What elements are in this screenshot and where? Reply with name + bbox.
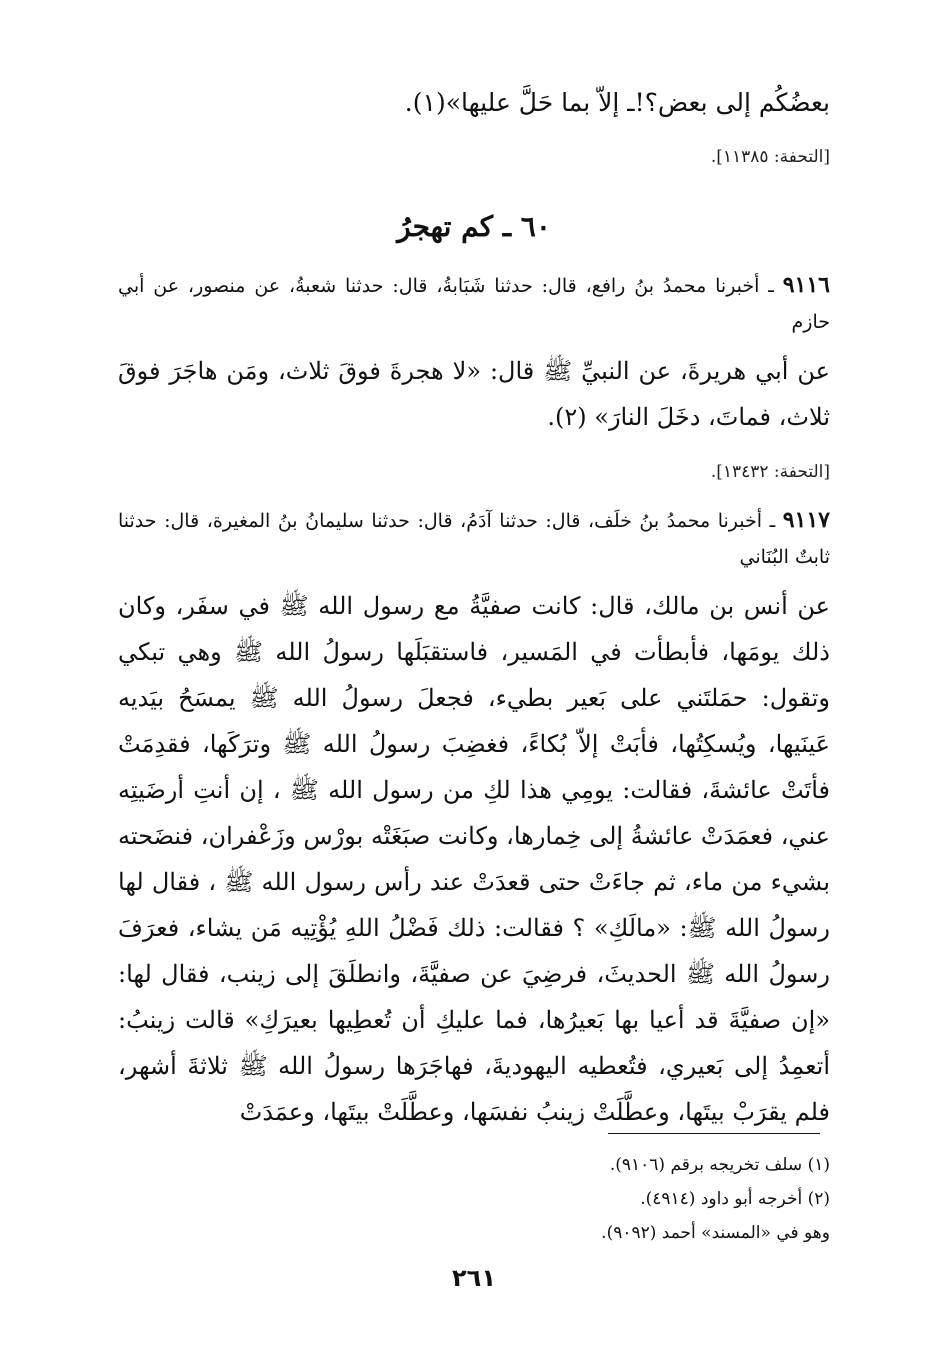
hadith-9116-isnad xyxy=(118,267,830,340)
footnote-2: (٢) أخرجه أبو داود (٤٩١٤). xyxy=(640,1189,830,1209)
hadith-9117-matn: عن أنس بن مالك، قال: كانت صفيَّةُ مع رسول الله ﷺ في سفَر، وكان ذلك يومَها، فأبطأت في المَسير، فاستقبَلَها رسولُ الله ﷺ وهي تبكي وتقول: حمَلتَني على بَعير بطيء، فجعلَ رسولُ الله ﷺ يمسَحُ بيَديه عَينَيها، ويُسكِتُها، فأبَتْ إلاّ بُكاءً، فغضِبَ رسولُ الله ﷺ وترَكَها، فقدِمَتْ فأتَتْ عائشةَ، فقالت: يومِي هذا لكِ من رسول الله ﷺ ، إن أنتِ أرضَيتِه عني، فعمَدَتْ عائشةُ إلى خِمارها، وكانت صبَغَتْه بورْس وزَعْفران، فنضَحته بشيء من ماء، ثم جاءَتْ حتى قعدَتْ عند رأس رسول الله ﷺ ، فقال لها رسولُ الله ﷺ: «مالَكِ» ؟ فقالت: ذلك فَضْلُ اللهِ يُؤْتِيه مَن يشاء، فعرَفَ رسولُ الله ﷺ الحديثَ، فرضِيَ عن صفيَّةَ، وانطلَقَ إلى زينب، فقال لها: «إن صفيَّةَ قد أعيا بها بَعيرُها، فما عليكِ أن تُعطِيها بعيرَكِ» قالت زينبُ: أتعمِدُ إلى بَعيري، فتُعطيه اليهوديةَ، فهاجَرَها رسولُ الله ﷺ ثلاثةَ أشهر، فلم يقرَبْ بيتَها، وعطَّلَتْ زينبُ نفسَها، وعطَّلَتْ بيتَها، وعمَدَتْ xyxy=(118,592,831,1126)
hadith-9116-matn: عن أبي هريرةَ، عن النبيِّ ﷺ قال: «لا هجرةَ فوقَ ثلاث، ومَن هاجَرَ فوقَ ثلاث، فماتَ، دخَلَ النارَ» (٢). xyxy=(118,357,830,431)
hadith-number: ٩١١٧ xyxy=(782,507,830,533)
isnad-text: ـ أخبرنا محمدُ بنُ رافع، قال: حدثنا شَبَابةُ، قال: حدثنا شعبةُ، عن منصور، عن أبي حازم xyxy=(118,275,830,333)
footnotes xyxy=(118,1148,830,1250)
footnote-3: وهو في «المسند» أحمد (٩٠٩٢). xyxy=(601,1223,830,1243)
footnote-1: (١) سلف تخريجه برقم (٩١٠٦). xyxy=(609,1155,830,1175)
isnad-text: ـ أخبرنا محمدُ بنُ خلَف، قال: حدثنا آدَمُ، قال: حدثنا سليمانُ بنُ المغيرة، قال: حدثنا ثابتٌ البُنَاني xyxy=(118,510,830,568)
tuhfa-reference-2: [التحفة: ١٣٤٣٢]. xyxy=(710,462,830,482)
page-body xyxy=(118,70,830,1135)
hadith-number: ٩١١٦ xyxy=(782,272,830,298)
tuhfa-reference-1: [التحفة: ١١٣٨٥]. xyxy=(710,147,830,167)
continuation-text: بعضُكُم إلى بعض؟!ـ إلاّ بما حَلَّ عليها»(١). xyxy=(404,88,830,117)
section-title: ٦٠ ـ كم تهجرُ xyxy=(397,210,551,243)
hadith-9117-isnad xyxy=(118,502,830,575)
page-number: ٢٦١ xyxy=(452,1264,496,1292)
footnote-divider xyxy=(608,1133,820,1134)
